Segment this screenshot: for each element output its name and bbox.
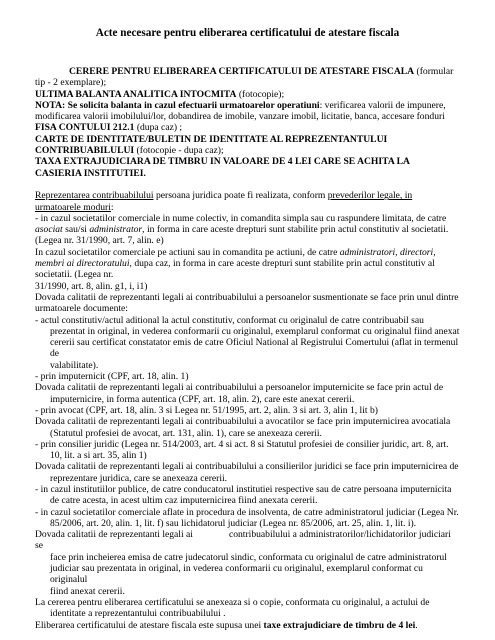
text-line: de catre acesta, in acest ultim caz imputernicirea fiind anexata cererii. — [50, 495, 318, 507]
directorate-term: membri ai directoratului, — [35, 258, 132, 270]
text-line — [35, 529, 460, 552]
text-line: urmatoarele documente: — [35, 303, 128, 315]
nota-line-2: modificarea valorii imobilului/lor, dobandirea de imobile, vanzare imobil, licitatie, banca, accesare fonduri — [35, 111, 445, 123]
text-span: Dovada calitatii de reprezentanti legali ai — [35, 529, 193, 541]
document-title: Acte necesare pentru eliberarea certificatului de atestare fiscala — [95, 27, 400, 39]
stamp-tax-emphasis: taxe extrajudiciare de timbru de 4 lei — [263, 619, 416, 631]
cerere-line — [35, 66, 460, 77]
administrator-term: administrator — [89, 224, 143, 236]
text-line: judiciar sau prezentata in original, in vederea conformarii cu originalul, exemplarul conformat cu originalul — [50, 563, 423, 586]
balanta-note: (fotocopie); — [236, 88, 285, 100]
text-line: - in cazul societatilor comerciale aflate in procedura de insolventa, de catre administratorul judiciar (Legea Nr. — [35, 506, 459, 518]
text-line: identitate a reprezentantului contribuabilului . — [50, 608, 226, 620]
text-line: - prin imputernicit (CPF, art. 18, alin. 1) — [35, 371, 189, 383]
text-line: (Legea nr. 31/1990, art. 7, alin. e) — [35, 235, 164, 247]
modes-colon: : — [110, 201, 114, 213]
text-span: . — [415, 619, 418, 631]
text-line: - in cazul societatilor comerciale in nume colectiv, in comandita simpla sau cu raspundere limitata, de catre — [35, 212, 447, 224]
text-line: La cererea pentru eliberarea certificatului se anexeaza si o copie, conformata cu originalul, a actului de — [35, 596, 430, 608]
text-line: - in cazul institutiilor publice, de catre conducatorul institutiei respective sau de catre persoana imputernicita — [35, 483, 452, 495]
asociat-term: asociat — [35, 224, 63, 236]
text-line: Dovada calitatii de reprezentanti legali ai contribuabilului a persoanelor susmentionate se face prin unul dintre — [35, 291, 459, 303]
text-line: - actul constitutiv/actul aditional la actul constitutiv, conformat cu originalul de catre contribuabil sau — [35, 314, 424, 326]
nota-bold: : Se solicita balanta in cazul efectuarii urmatoarelor operatiuni — [62, 99, 320, 111]
text-line: Dovada calitatii de reprezentanti legali ai contribuabilului a avocatilor se face prin imputernicirea avocatiala — [35, 416, 451, 428]
administrators-term: administratori, directori, — [339, 246, 436, 258]
modes-label: urmatoarele moduri — [35, 201, 111, 213]
cerere-heading: CERERE PENTRU ELIBERAREA CERTIFICATULUI DE ATESTARE FISCALA — [69, 66, 415, 77]
fisa-note: (dupa caz) ; — [134, 122, 183, 134]
cerere-line-2: tip - 2 exemplare); — [35, 77, 107, 89]
text-span: In cazul societatilor comerciale pe actiuni sau in comandita pe actiuni, de catre — [35, 246, 340, 258]
text-line: face prin incheierea emisa de catre judecatorul sindic, conformata cu originalul de catre administratorul — [50, 551, 447, 563]
representation-link: Reprezentarea contribuabilului — [35, 190, 154, 202]
text-span: Eliberarea certificatului de atestare fiscala este supusa unei — [35, 619, 264, 631]
text-line: - prin avocat (CPF, art. 18, alin. 3 si Legea nr. 51/1995, art. 2, alin. 3 si art. 3, alin 1, lit b) — [35, 404, 378, 416]
text-line — [35, 258, 460, 281]
text-line: valabilitate). — [50, 359, 99, 371]
taxa-line-2: CASIERIA INSTITUTIEI. — [35, 167, 146, 179]
representation-text: persoana juridica poate fi realizata, conform — [153, 190, 328, 202]
text-line — [35, 224, 460, 235]
text-line: 85/2006, art. 20, alin. 1, lit. f) sau lichidatorul judiciar (Legea nr. 85/2006, art. 25, alin. 1, lit. i). — [50, 517, 417, 529]
text-span: , in forma in care aceste drepturi sunt stabilite prin actul constitutiv al societatii. — [142, 224, 449, 236]
balanta-line — [35, 89, 460, 100]
carte-heading-2: CONTRIBUABILULUI — [35, 145, 135, 157]
text-span: dupa caz, in forma in care aceste drepturi sunt stabilite prin actul constitutiv al societatii. (Legea nr. — [35, 258, 435, 281]
carte-line: CARTE DE IDENTITATE/BULETIN DE IDENTITATE AL REPREZENTANTULUI — [35, 133, 388, 145]
text-line: cererii sau certificat constatator emis de catre Oficiul National al Registrului Comertului (aflat in termenul de — [50, 337, 459, 360]
balanta-heading: ULTIMA BALANTA ANALITICA INTOCMITA — [35, 88, 237, 100]
representation-intro — [35, 190, 460, 201]
text-line: 31/1990, art. 8, alin. g1, i, i1) — [35, 280, 148, 292]
fisa-heading: FISA CONTULUI 212.1 — [35, 122, 135, 134]
text-line: imputernicire, in forma autentica (CPF, art. 18, alin. 2), care este anexat cererii. — [50, 393, 355, 405]
taxa-line: TAXA EXTRAJUDICIARA DE TIMBRU IN VALOARE DE 4 LEI CARE SE ACHITA LA — [35, 156, 410, 168]
text-line: Dovada calitatii de reprezentanti legali ai contribuabilului a persoanelor imputernicite se face prin actul de — [35, 382, 444, 394]
text-line — [35, 620, 460, 631]
text-span: contribuabilului a administratorilor/lichidatorilor judiciari se — [35, 529, 451, 552]
nota-text: : verificarea valorii de impunere, — [319, 99, 446, 111]
nota-label: NOTA — [35, 99, 63, 111]
text-line: - prin consilier juridic (Legea nr. 514/2003, art. 4 si act. 8 si Statutul profesiei de consilier juridic, art. 8, art. — [35, 438, 449, 450]
document-body — [35, 66, 460, 631]
text-line: Dovada calitatii de reprezentanti legali ai contribuabilului a consilierilor juridici se face prin imputernicirea de — [35, 461, 459, 473]
text-line: prezentat in original, in vederea conformarii cu originalul, exemplarul conformat cu originalul fiind anexat — [50, 325, 460, 337]
fisa-line — [35, 122, 460, 133]
text-line: 10, lit. a si art. 35, alin 1) — [50, 450, 147, 462]
text-line: reprezentare juridica, care se anexeaza cererii. — [50, 472, 228, 484]
text-line: fiind anexat cererii. — [50, 585, 125, 597]
nota-line — [35, 100, 460, 111]
paragraph-gap — [35, 179, 460, 190]
cerere-note: (formular — [414, 66, 454, 77]
legal-provisions-link: prevederilor legale, in — [327, 190, 413, 202]
carte-line-2 — [35, 145, 460, 156]
text-span: sau/si — [62, 224, 90, 236]
text-line: (Statutul profesiei de avocat, art. 131, alin. 1), care se anexeaza cererii. — [50, 427, 322, 439]
carte-note: (fotocopie - dupa caz); — [134, 145, 224, 157]
representation-intro-2 — [35, 202, 460, 213]
text-line — [35, 247, 460, 258]
